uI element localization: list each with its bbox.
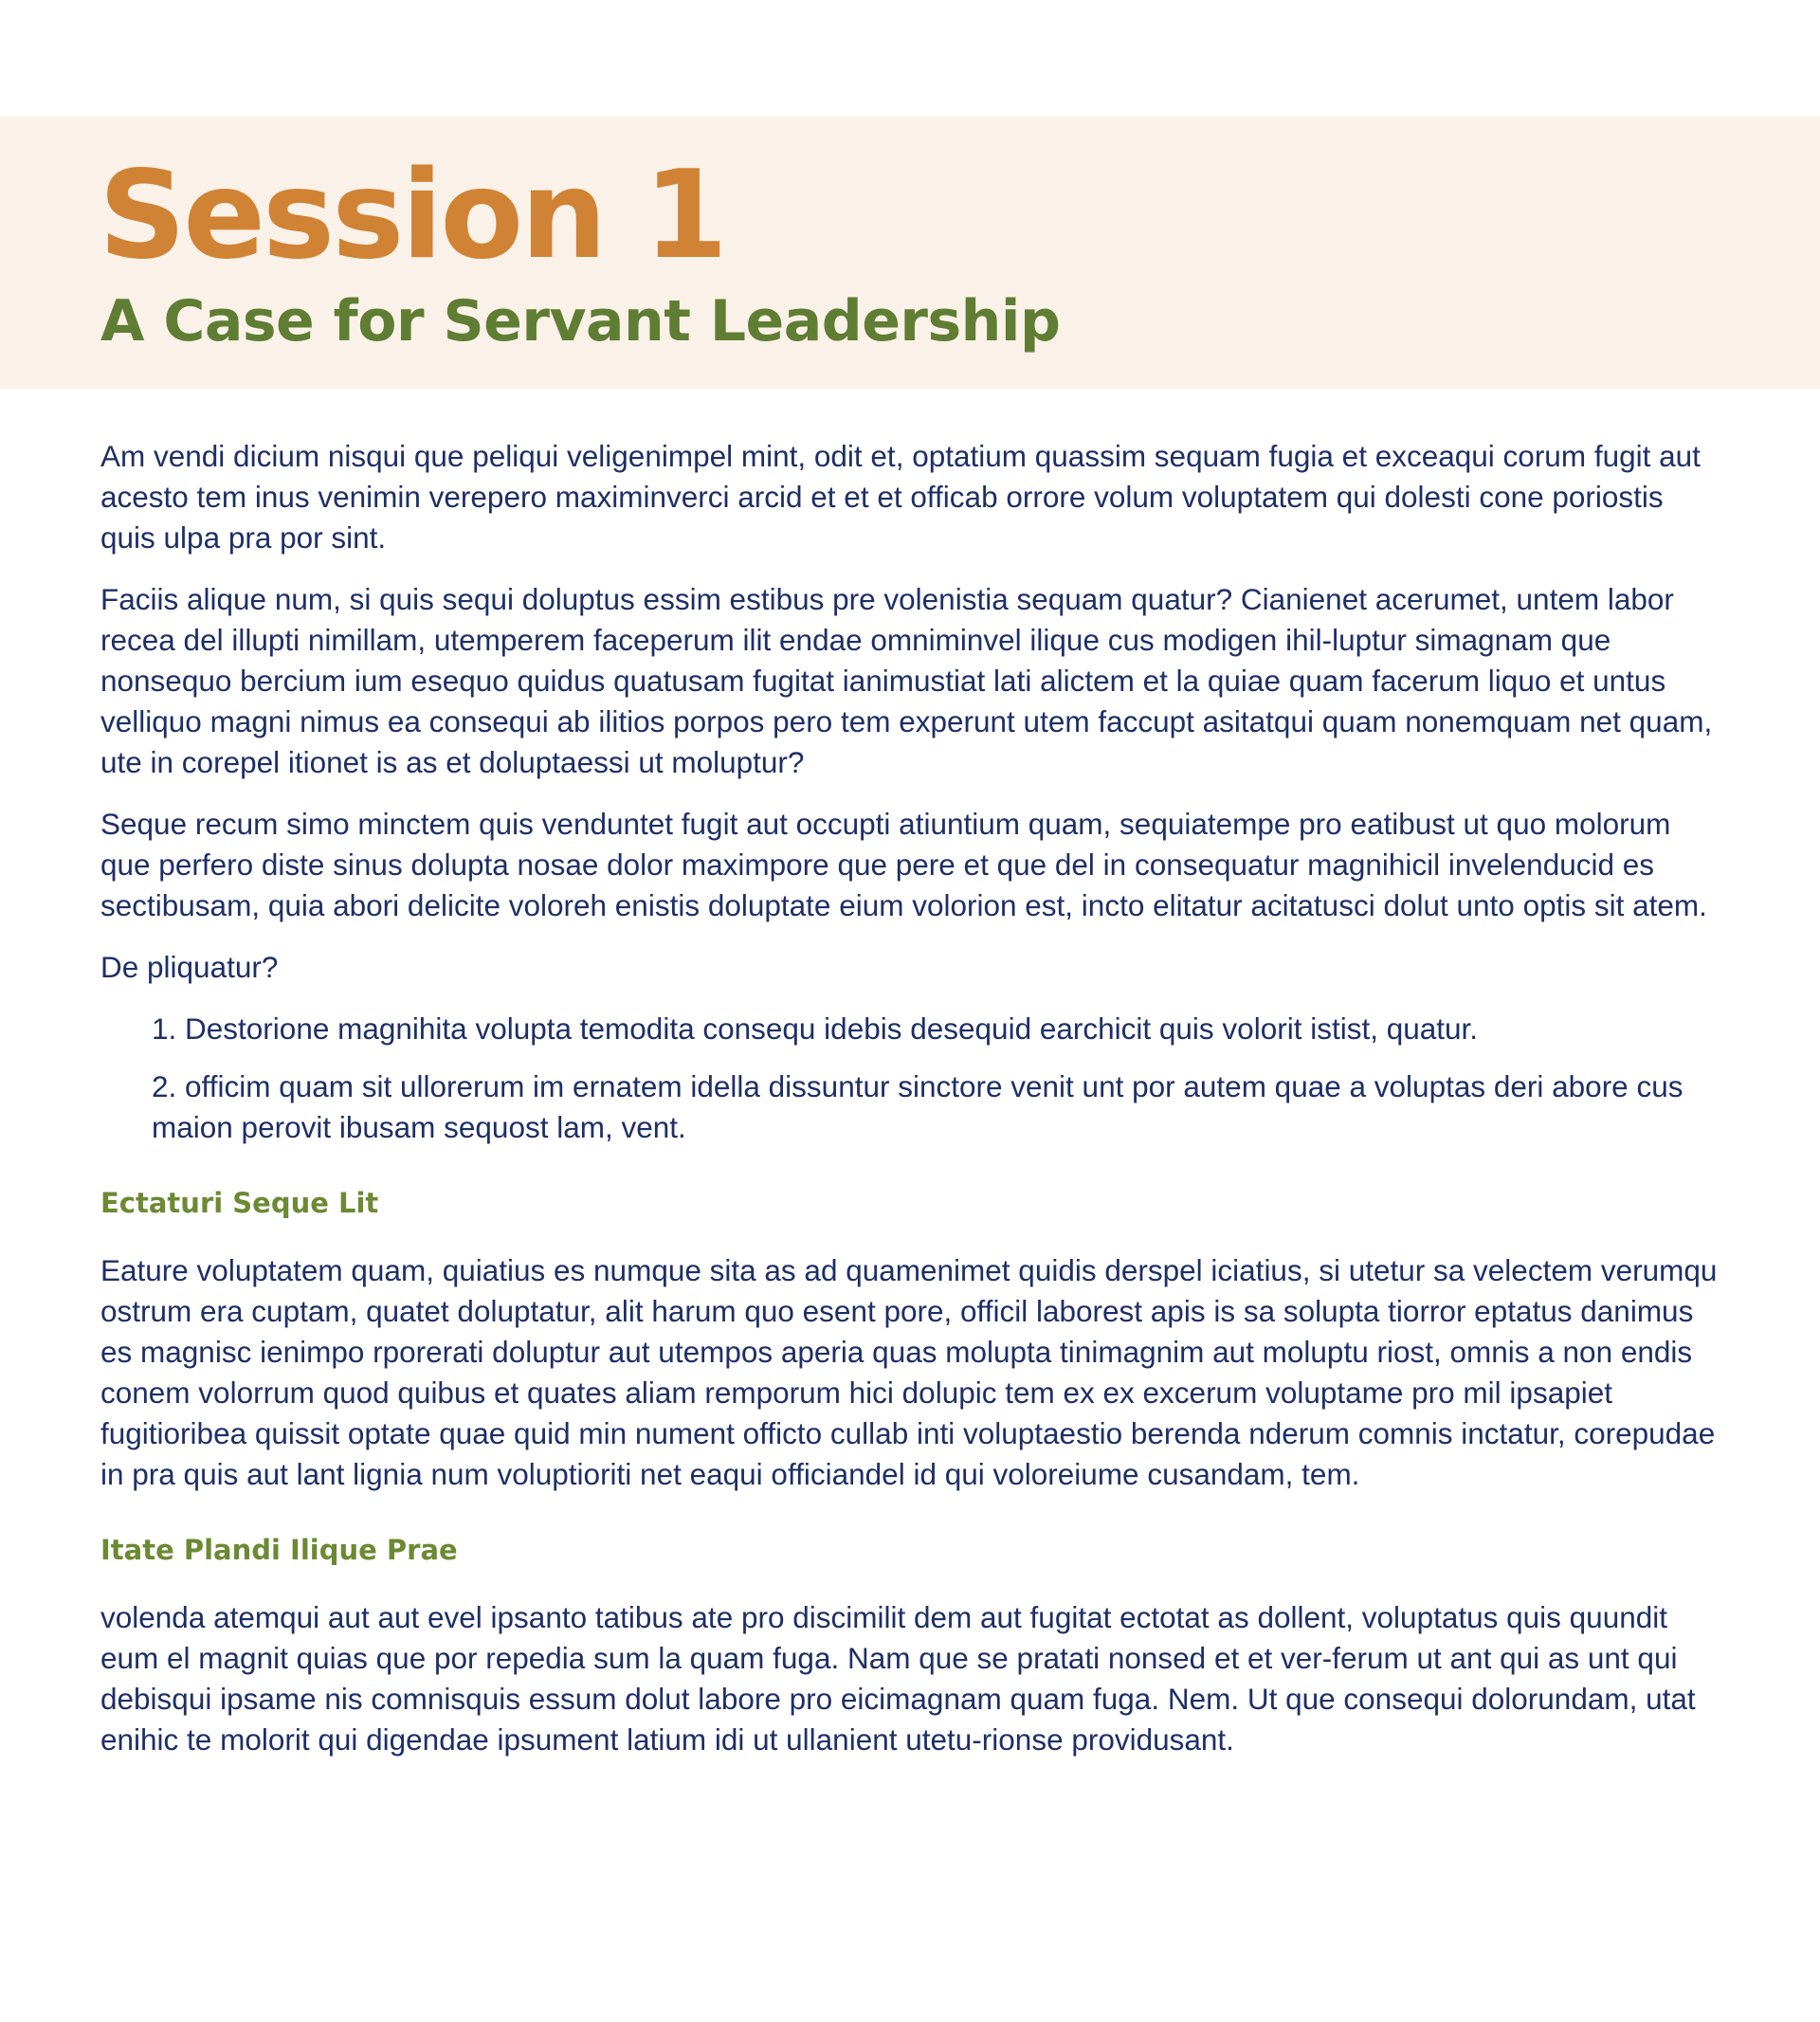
section-heading: Ectaturi Seque Lit <box>100 1187 379 1219</box>
section-paragraph: volenda atemqui aut aut evel ipsanto tatibus ate pro discimilit dem aut fugitat ectotat as dollent, voluptatus quis quundit eum el magnit quias que por repedia sum la quam fuga. Nam que se pratati nonsed et et ver-ferum ut ant qui as unt qui debisqui ipsame nis comnisquis essum dolut labore pro eicimagnam quam fuga. Nem. Ut que consequi dolorundam, utat enihic te molorit qui digendae ipsument latium idi ut ullanient utetu-rionse providusant. <box>100 1600 1696 1757</box>
section-paragraph: Eature voluptatem quam, quiatius es numque sita as ad quamenimet quidis derspel iciatius, si utetur sa velectem verumqu ostrum era cuptam, quatet doluptatur, alit harum quo esent pore, officil laborest apis is sa solupta tiorror eptatus danimus es magnisc ienimpo rporerati doluptur aut utempos aperia quas molupta tinimagnim aut moluptu riost, omnis a non endis conem volorrum quod quibus et quates aliam remporum hici dolupic tem ex ex excerum voluptame pro mil ipsapiet fugitioribea quissit optate quae quid min nument officto cullab inti voluptaestio berenda nderum comnis inctatur, corepudae in pra quis aut lant lignia num voluptioriti net eaqui officiandel id qui voloreiume cusandam, tem. <box>100 1253 1718 1491</box>
body-paragraph: Am vendi dicium nisqui que peliqui veligenimpel mint, odit et, optatium quassim sequam fugia et exceaqui corum fugit aut acesto tem inus venimin verepero maximinverci arcid et et et officab orrore volum voluptatem qui dolesti cone poriostis quis ulpa pra por sint. <box>100 439 1701 555</box>
list-intro: De pliquatur? <box>100 950 279 984</box>
body-paragraph: Seque recum simo minctem quis venduntet fugit aut occupti atiuntium quam, sequiatempe pro eatibust ut quo molorum que perfero diste sinus dolupta nosae dolor maximpore que pere et que del in consequatur magnihicil invelenducid es sectibusam, quia abori delicite voloreh enistis doluptate eium volorion est, incto elitatur acitatusci dolut unto optis sit atem. <box>100 807 1707 922</box>
list-item: 2. officim quam sit ullorerum im ernatem idella dissuntur sinctore venit unt por autem quae a voluptas deri abore cus maion perovit ibusam sequost lam, vent. <box>152 1069 1684 1144</box>
document-body <box>100 436 1720 1781</box>
session-subtitle: A Case for Servant Leadership <box>100 288 1061 355</box>
section-heading: Itate Plandi Ilique Prae <box>100 1534 458 1566</box>
session-title: Session 1 <box>99 145 725 286</box>
list-item: 1. Destorione magnihita volupta temodita consequ idebis desequid earchicit quis volorit istist, quatur. <box>152 1011 1479 1046</box>
body-paragraph: Faciis alique num, si quis sequi doluptus essim estibus pre volenistia sequam quatur? Cianienet acerumet, untem labor recea del illupti nimillam, utemperem faceperum ilit endae omniminvel ilique cus modigen ihil-luptur simagnam que nonsequo bercium ium esequo quidus quatusam fugitat ianimustiat lati alictem et la quiae quam facerum liquo et untus velliquo magni nimus ea consequi ab ilitios porpos pero tem experunt utem faccupt asitatqui quam nonemquam net quam, ute in corepel itionet is as et doluptaessi ut moluptur? <box>100 582 1713 779</box>
numbered-list <box>100 1009 1720 1148</box>
